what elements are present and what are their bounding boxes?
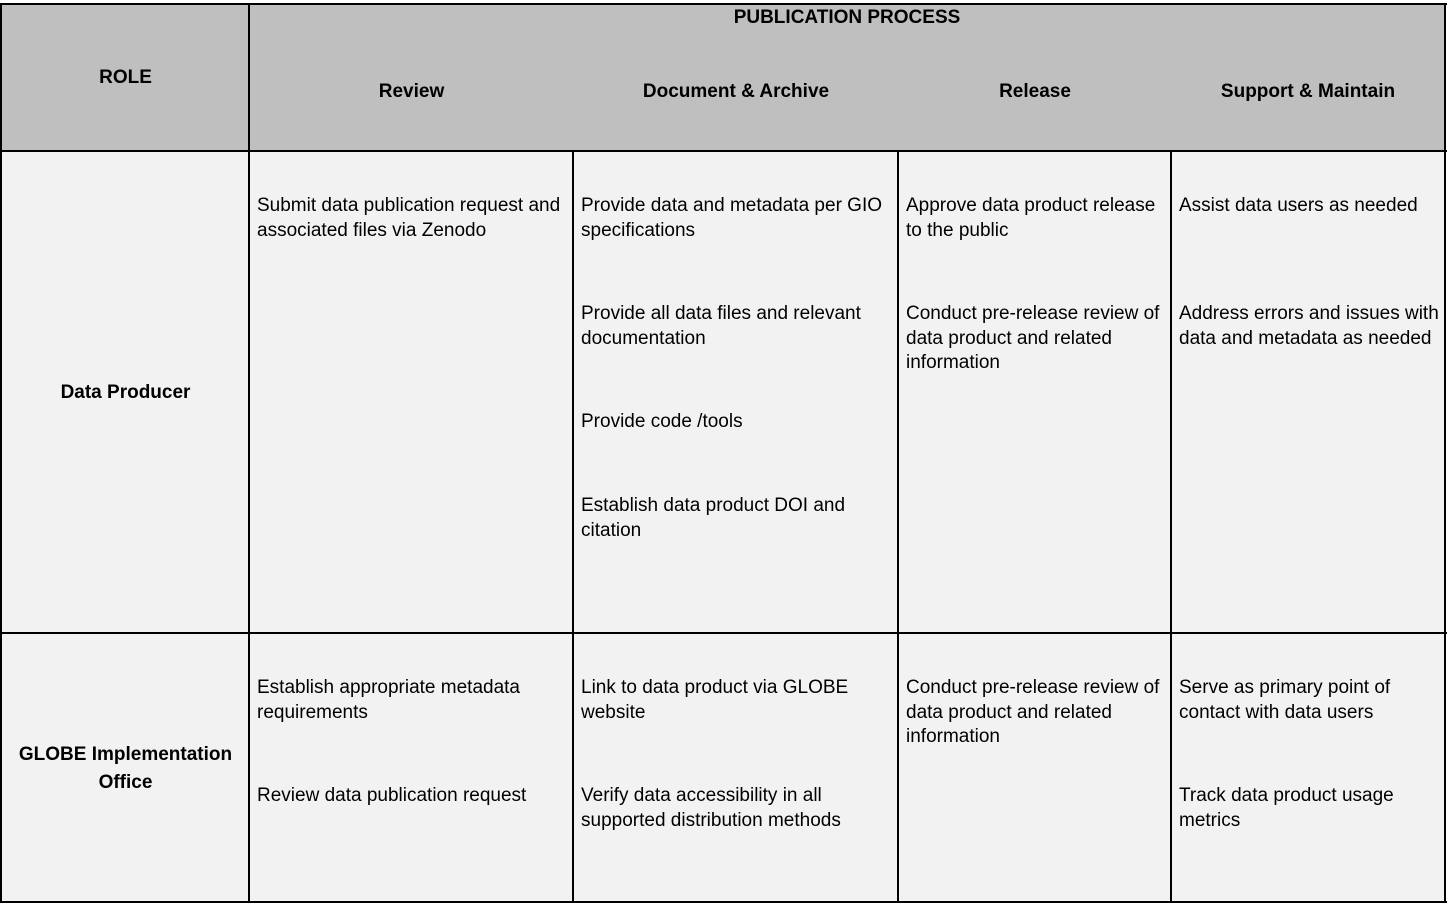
producer-document-item: Establish data product DOI and citation	[581, 495, 846, 541]
border-header-bottom	[0, 150, 1447, 152]
stage-header-release: Release	[999, 81, 1071, 102]
border-col-review	[572, 150, 574, 903]
office-document-item: Link to data product via GLOBE website	[581, 677, 849, 723]
producer-review-item: Submit data publication request and associated files via Zenodo	[257, 195, 561, 241]
role-globe-implementation-office: GLOBE Implementation Office	[18, 744, 233, 793]
border-bottom	[0, 901, 1447, 903]
stage-header-document-archive: Document & Archive	[642, 81, 830, 102]
border-row-divider	[0, 632, 1447, 634]
producer-document-item: Provide data and metadata per GIO specifications	[581, 195, 883, 241]
producer-support-item: Address errors and issues with data and metadata as needed	[1179, 303, 1439, 349]
border-col-release	[1170, 150, 1172, 903]
producer-release-item: Approve data product release to the public	[906, 195, 1156, 241]
role-data-producer: Data Producer	[60, 382, 191, 403]
office-support-item: Serve as primary point of contact with data users	[1179, 677, 1391, 723]
producer-document-item: Provide all data files and relevant documentation	[581, 303, 861, 349]
border-top	[0, 3, 1447, 5]
producer-release-item: Conduct pre-release review of data product and related information	[906, 303, 1160, 373]
publication-process-header: PUBLICATION PROCESS	[733, 7, 961, 28]
producer-support-item: Assist data users as needed	[1179, 195, 1418, 216]
stage-header-support-maintain: Support & Maintain	[1220, 81, 1396, 102]
office-support-item: Track data product usage metrics	[1179, 785, 1394, 831]
office-release-item: Conduct pre-release review of data product and related information	[906, 677, 1160, 747]
office-review-item: Establish appropriate metadata requirements	[257, 677, 520, 723]
border-right	[1444, 3, 1446, 903]
producer-document-item: Provide code /tools	[581, 411, 743, 432]
office-document-item: Verify data accessibility in all supported distribution methods	[581, 785, 841, 831]
stage-header-review: Review	[378, 81, 445, 102]
office-review-item: Review data publication request	[257, 785, 527, 806]
role-header: ROLE	[99, 67, 152, 88]
border-col-document	[897, 150, 899, 903]
